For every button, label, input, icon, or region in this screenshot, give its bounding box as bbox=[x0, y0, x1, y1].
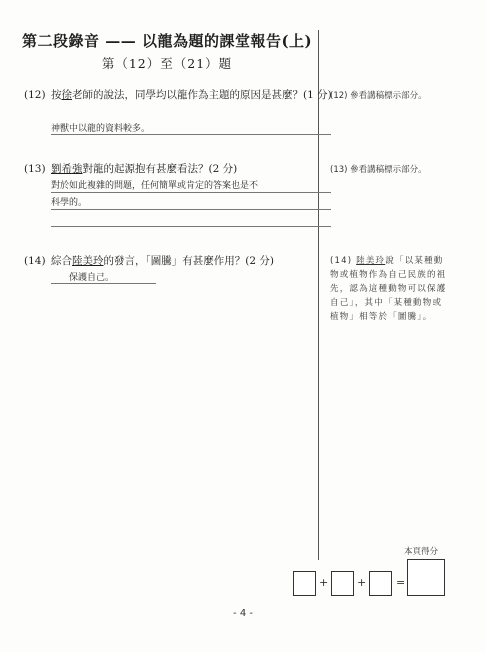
question-text-suffix: 對龍的起源抱有甚麼看法？(2 分) bbox=[82, 163, 238, 175]
marking-note-12: (12) 參看講稿標示部分。 bbox=[330, 91, 427, 101]
teacher-name: 徐 bbox=[61, 89, 72, 101]
note-number: (14) bbox=[330, 256, 357, 266]
question-number: (13) bbox=[24, 163, 46, 175]
question-number: (14) bbox=[24, 255, 46, 267]
question-text-suffix: 的發言，「圖騰」有甚麼作用？(2 分) bbox=[103, 255, 274, 267]
score-box-1[interactable] bbox=[293, 571, 316, 596]
question-text bbox=[51, 86, 334, 104]
marking-note-14 bbox=[330, 254, 448, 324]
student-name: 劉希強 bbox=[51, 163, 83, 175]
note-text: 說「以某種動物或植物作為自己民族的祖先，認為這種動物可以保護自己」，其中「某種動物或植物」相等於「圖騰」。 bbox=[330, 256, 447, 322]
answer-line bbox=[51, 192, 331, 193]
question-text bbox=[51, 252, 334, 270]
handwritten-answer: 保護自己。 bbox=[69, 273, 115, 283]
handwritten-answer-line-1: 對於如此複雜的問題，任何簡單或肯定的答案也是不 bbox=[51, 181, 259, 191]
question-text-suffix: 老師的說法，同學均以龍作為主題的原因是甚麼？(1 分) bbox=[72, 89, 332, 101]
question-range-subtitle: 第（12）至（21）題 bbox=[101, 56, 233, 71]
handwritten-answer-line-2: 科學的。 bbox=[51, 198, 88, 208]
plus-sign: + bbox=[319, 576, 329, 589]
answer-line bbox=[51, 134, 331, 135]
marking-note-13: (13) 參看講稿標示部分。 bbox=[330, 165, 427, 175]
question-text bbox=[51, 160, 334, 178]
question-text-prefix: 按 bbox=[51, 89, 62, 101]
note-student-name: 陸美玲 bbox=[356, 256, 386, 266]
score-box-2[interactable] bbox=[331, 571, 354, 596]
equals-sign: = bbox=[396, 576, 406, 589]
answer-line bbox=[51, 226, 331, 227]
question-text-prefix: 綜合 bbox=[51, 255, 72, 267]
page-total-box[interactable] bbox=[407, 559, 445, 596]
student-name: 陸美玲 bbox=[72, 255, 104, 267]
score-box-3[interactable] bbox=[369, 571, 392, 596]
question-number: (12) bbox=[24, 89, 46, 101]
plus-sign: + bbox=[357, 576, 367, 589]
handwritten-answer: 神獸中以龍的資料較多。 bbox=[51, 124, 151, 134]
page-score-label: 本頁得分 bbox=[404, 547, 439, 557]
answer-line bbox=[51, 283, 156, 284]
page-number: - 4 - bbox=[233, 608, 253, 619]
answer-line bbox=[51, 209, 331, 210]
column-divider bbox=[318, 30, 319, 560]
page-title: 第二段錄音 —— 以龍為題的課堂報告(上) bbox=[22, 32, 313, 50]
